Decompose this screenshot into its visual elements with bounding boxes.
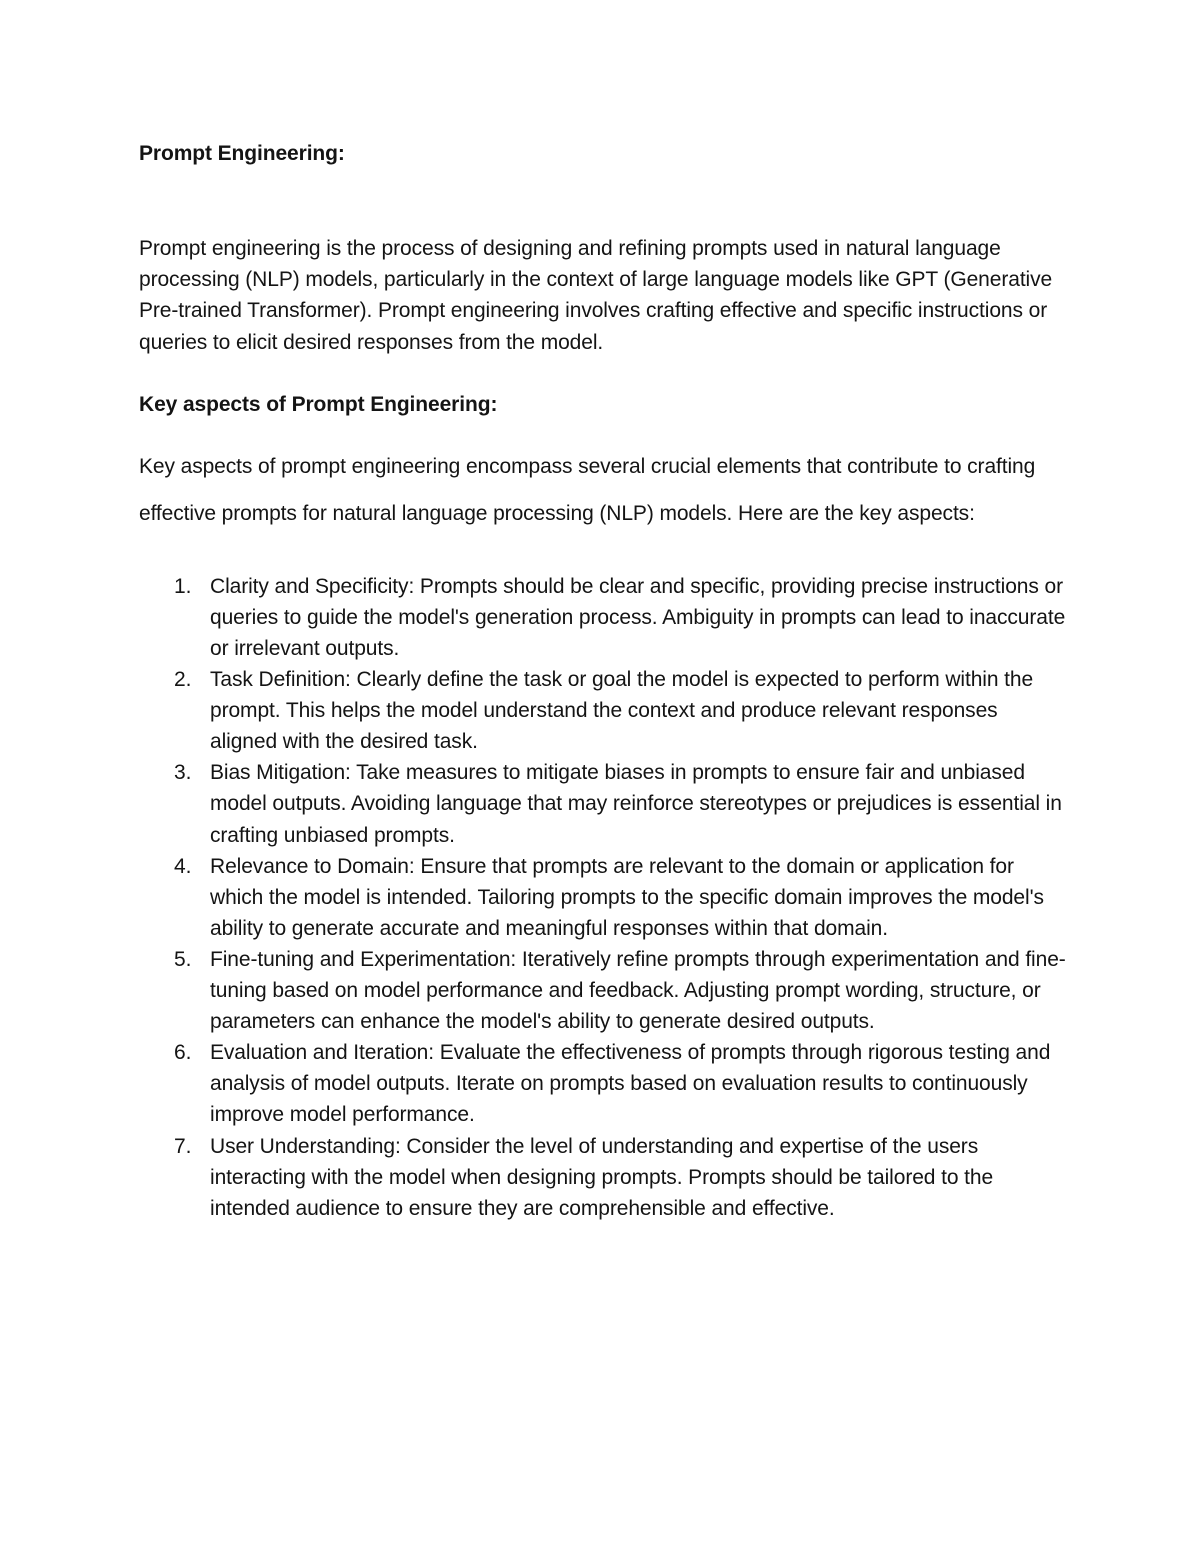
list-item [139,664,1069,757]
list-number: 3. [174,761,192,785]
list-number: 4. [174,854,192,878]
list-item-text: Task Definition: Clearly define the task or goal the model is expected to perform within the prompt. This helps the model understand the context and produce relevant responses aligned with the desired task. [210,668,1034,754]
document-title: Prompt Engineering: [139,142,345,165]
list-item-text: Clarity and Specificity: Prompts should be clear and specific, providing precise instructions or queries to guide the model's generation process. Ambiguity in prompts can lead to inaccurate or irrelevant outputs. [210,574,1066,660]
list-number: 2. [174,668,192,692]
list-number: 5. [174,947,192,971]
intro-paragraph: Prompt engineering is the process of designing and refining prompts used in natural language processing (NLP) models, particularly in the context of large language models like GPT (Generative Pre-trained Transformer). Prompt engineering involves crafting effective and specific instructions or queries to elicit desired responses from the model. [139,237,1053,354]
list-number: 7. [174,1134,192,1158]
list-item [139,851,1069,944]
list-item-text: Evaluation and Iteration: Evaluate the effectiveness of prompts through rigorous testing and analysis of model outputs. Iterate on prompts based on evaluation results to continuously improve model performance. [210,1041,1051,1127]
list-number: 6. [174,1041,192,1065]
list-item-text: Relevance to Domain: Ensure that prompts are relevant to the domain or application for which the model is intended. Tailoring prompts to the specific domain improves the model's ability to generate accurate and meaningful responses within that domain. [210,854,1044,940]
list-item [139,757,1069,850]
list-item [139,1037,1069,1130]
list-item [139,944,1069,1037]
key-aspects-intro: Key aspects of prompt engineering encompass several crucial elements that contribute to crafting effective prompts for natural language processing (NLP) models. Here are the key aspects: [139,454,1036,526]
key-aspects-heading: Key aspects of Prompt Engineering: [139,392,498,416]
document-content [139,138,1069,1224]
list-number: 1. [174,574,192,598]
aspects-list [139,571,1069,1224]
list-item-text: User Understanding: Consider the level of understanding and expertise of the users interacting with the model when designing prompts. Prompts should be tailored to the intended audience to ensure they are comprehensible and effective. [210,1134,994,1220]
list-item-text: Fine-tuning and Experimentation: Iteratively refine prompts through experimentation and fine-tuning based on model performance and feedback. Adjusting prompt wording, structure, or parameters can enhance the model's ability to generate desired outputs. [210,947,1066,1034]
list-item [139,571,1069,664]
list-item-text: Bias Mitigation: Take measures to mitigate biases in prompts to ensure fair and unbiased model outputs. Avoiding language that may reinforce stereotypes or prejudices is essential in crafting unbiased prompts. [210,761,1062,847]
list-item [139,1131,1069,1224]
